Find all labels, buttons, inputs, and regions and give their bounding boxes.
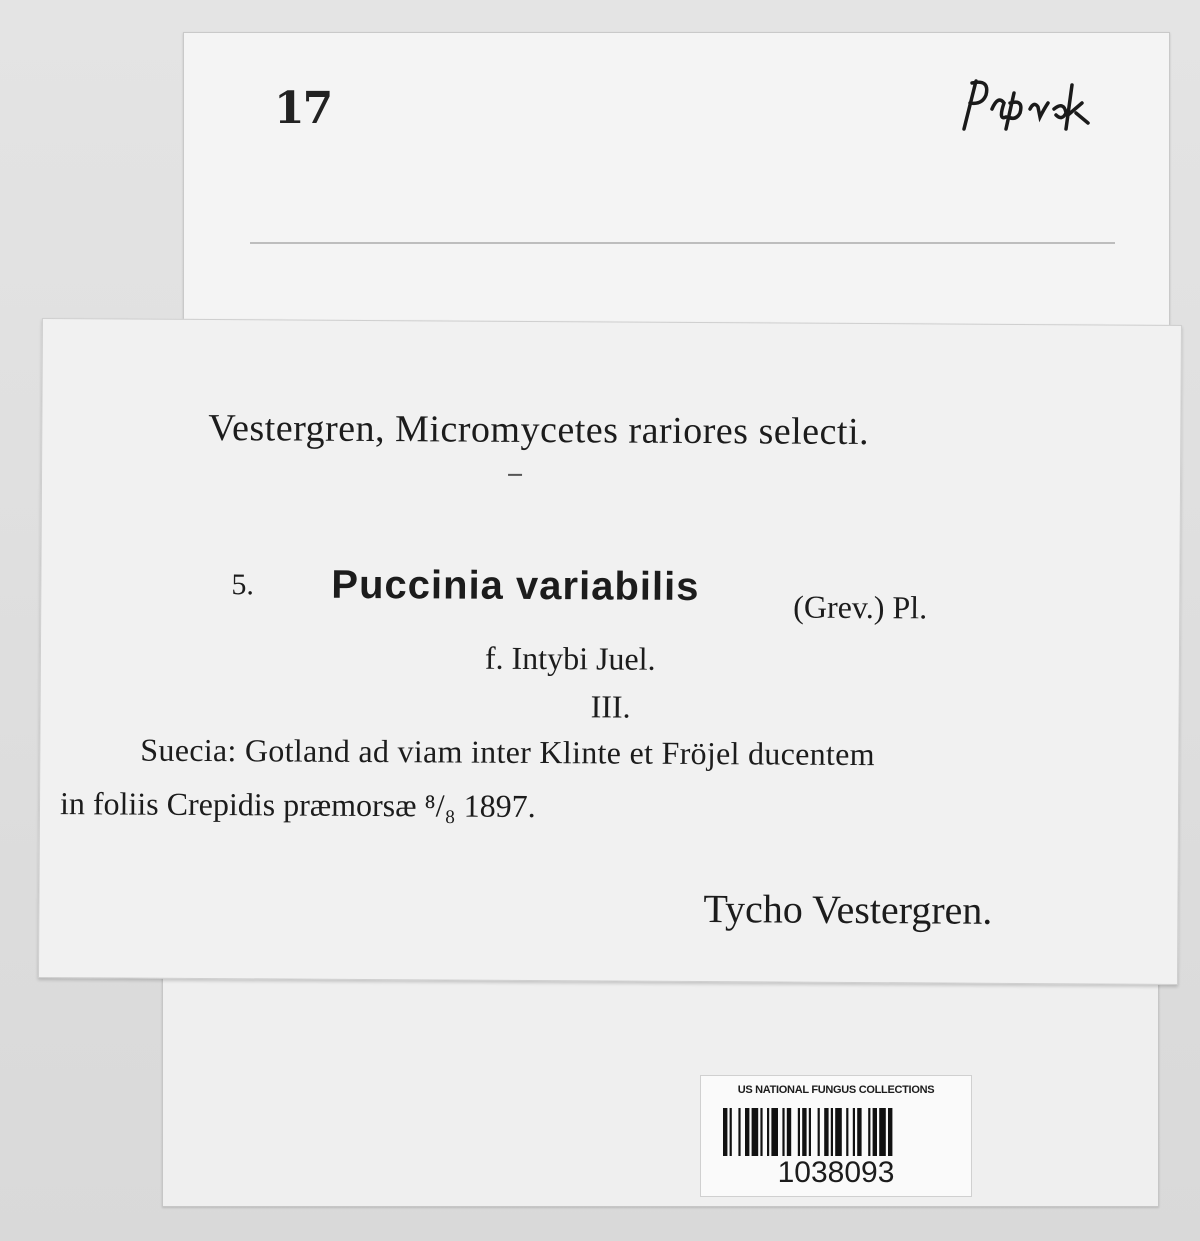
specimen-packet-bottom [162, 965, 1159, 1207]
collector-name: Tycho Vestergren. [703, 886, 993, 933]
handwritten-signature [944, 69, 1144, 141]
packet-fold-line [250, 242, 1115, 244]
barcode-icon [723, 1108, 949, 1156]
species-name: Puccinia variabilis [331, 562, 700, 610]
species-authority: (Grev.) Pl. [793, 588, 928, 626]
entry-number: 5. [231, 568, 254, 602]
specimen-packet-top [183, 32, 1170, 364]
forma: f. Intybi Juel. [484, 639, 656, 677]
locality-line-2: in foliis Crepidis præmorsæ ⁸/₈ 1897. [59, 785, 536, 825]
spore-stage: III. [590, 688, 631, 725]
folder-number: 17 [274, 83, 332, 134]
barcode-label [700, 1075, 972, 1197]
barcode-title: US NATIONAL FUNGUS COLLECTIONS [737, 1084, 935, 1096]
barcode-number: 1038093 [777, 1156, 895, 1189]
specimen-label [38, 318, 1182, 985]
separator-dash [508, 474, 522, 476]
locality-line-1: Suecia: Gotland ad viam inter Klinte et Fröjel ducentem [140, 731, 875, 773]
series-title: Vestergren, Micromycetes rariores selecti. [208, 407, 870, 454]
